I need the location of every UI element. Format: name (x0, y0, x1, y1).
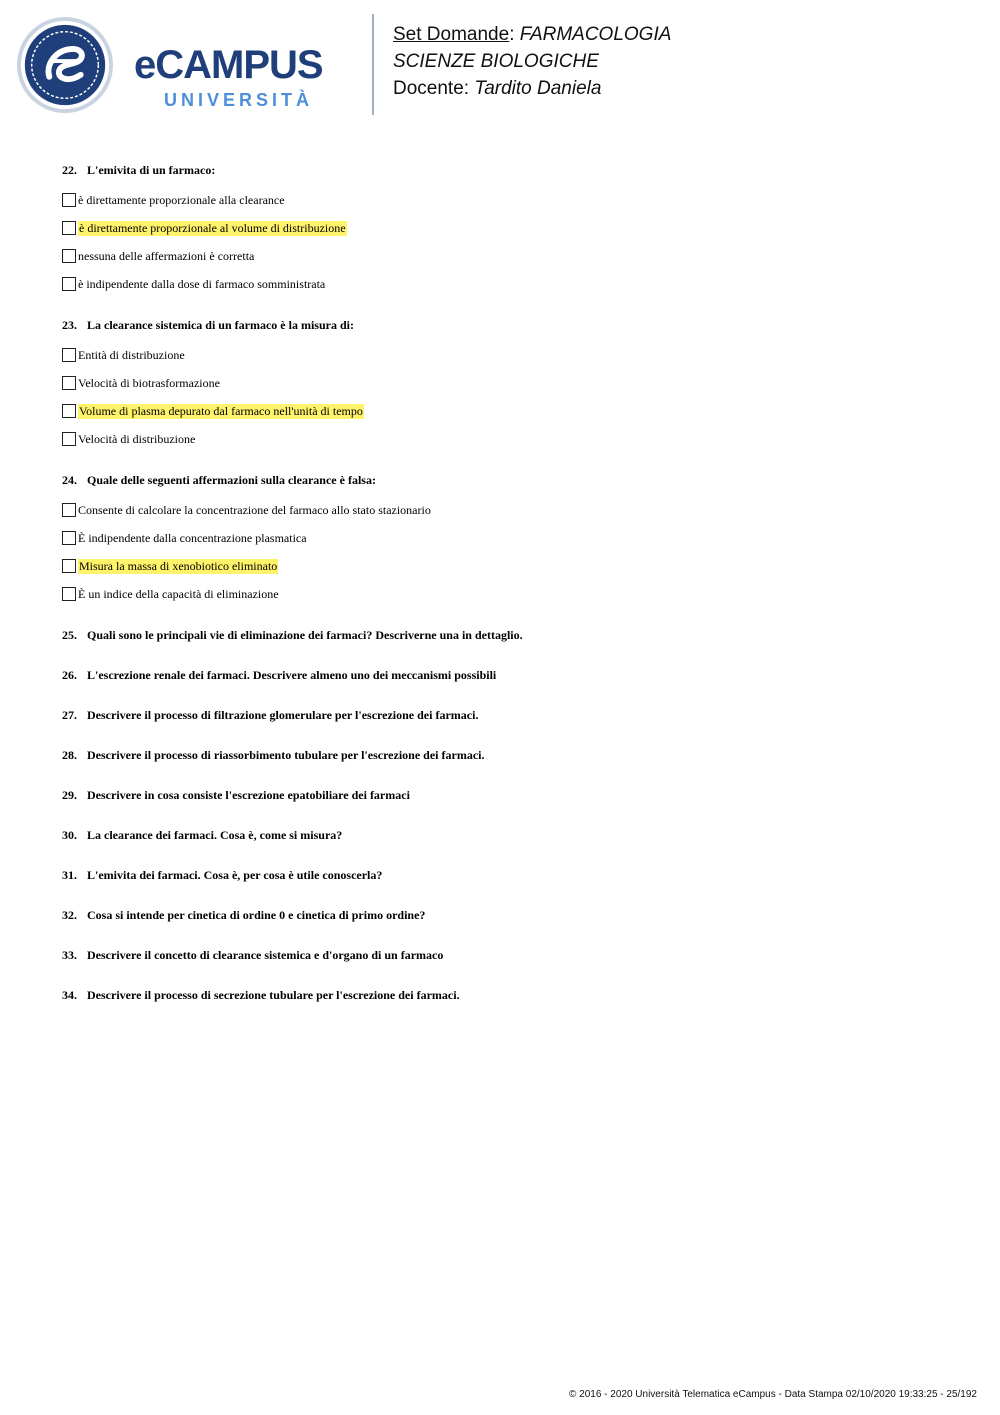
answer-option[interactable] (62, 552, 962, 580)
question-title (62, 470, 962, 490)
page-footer: © 2016 - 2020 Università Telematica eCampus - Data Stampa 02/10/2020 19:33:25 - 25/192 (569, 1389, 977, 1400)
question-number: 29. (62, 788, 77, 802)
answer-label: Entità di distribuzione (78, 347, 185, 362)
answer-option[interactable] (62, 425, 962, 453)
answer-option[interactable] (62, 186, 962, 214)
question-number: 27. (62, 708, 77, 722)
answer-checkbox[interactable] (62, 404, 76, 418)
question-text: Descrivere il processo di riassorbimento tubulare per l'escrezione dei farmaci. (87, 748, 485, 762)
question-title (62, 315, 962, 335)
answer-checkbox[interactable] (62, 503, 76, 517)
answer-label: È indipendente dalla concentrazione plasmatica (78, 530, 307, 545)
answer-checkbox[interactable] (62, 432, 76, 446)
ecampus-seal-logo-icon (16, 16, 114, 114)
svg-text:eCAMPUS: eCAMPUS (134, 44, 323, 87)
question-title (62, 905, 962, 925)
open-question (62, 785, 962, 825)
question-title (62, 825, 962, 845)
question-spacer (62, 608, 962, 625)
correct-answer-label: è direttamente proporzionale al volume di distribuzione (79, 220, 346, 235)
question-number: 34. (62, 988, 77, 1002)
question-title (62, 945, 962, 965)
question-title (62, 745, 962, 765)
set-value: FARMACOLOGIA (519, 24, 672, 45)
answer-label: nessuna delle affermazioni è corretta (78, 248, 255, 263)
answer-checkbox[interactable] (62, 587, 76, 601)
course-name: SCIENZE BIOLOGICHE (393, 51, 599, 72)
question-number: 23. (62, 318, 77, 332)
question-text: La clearance sistemica di un farmaco è la misura di: (87, 318, 354, 332)
question-title (62, 865, 962, 885)
answer-checkbox[interactable] (62, 249, 76, 263)
question-title (62, 665, 962, 685)
answer-checkbox[interactable] (62, 559, 76, 573)
question-text: Quale delle seguenti affermazioni sulla clearance è falsa: (87, 473, 376, 487)
question-title (62, 160, 962, 180)
set-label: Set Domande (393, 24, 510, 45)
answer-list (62, 496, 962, 608)
question-text: L'emivita dei farmaci. Cosa è, per cosa è utile conoscerla? (87, 868, 383, 882)
question-block (62, 315, 962, 453)
answer-checkbox[interactable] (62, 531, 76, 545)
question-text: L'emivita di un farmaco: (87, 163, 216, 177)
question-spacer (62, 453, 962, 470)
set-separator: : (509, 24, 520, 45)
question-number: 26. (62, 668, 77, 682)
ecampus-wordmark-logo (134, 44, 356, 114)
question-list (62, 160, 962, 1025)
question-text: Cosa si intende per cinetica di ordine 0 e cinetica di primo ordine? (87, 908, 426, 922)
answer-option[interactable] (62, 341, 962, 369)
question-number: 24. (62, 473, 77, 487)
page-header (0, 0, 1000, 125)
open-question (62, 745, 962, 785)
answer-option[interactable] (62, 369, 962, 397)
open-question (62, 905, 962, 945)
question-title (62, 705, 962, 725)
answer-option[interactable] (62, 242, 962, 270)
answer-option[interactable] (62, 496, 962, 524)
question-number: 33. (62, 948, 77, 962)
answer-label: Velocità di biotrasformazione (78, 375, 220, 390)
answer-option[interactable] (62, 580, 962, 608)
teacher-line (393, 75, 671, 102)
answer-label: Consente di calcolare la concentrazione del farmaco allo stato stazionario (78, 502, 431, 517)
answer-label: Velocità di distribuzione (78, 431, 196, 446)
open-questions (62, 625, 962, 1025)
question-title (62, 625, 962, 645)
answer-option[interactable] (62, 214, 962, 242)
question-block (62, 470, 962, 608)
question-spacer (62, 298, 962, 315)
svg-text:UNIVERSITÀ: UNIVERSITÀ (164, 90, 314, 110)
question-text: La clearance dei farmaci. Cosa è, come si misura? (87, 828, 343, 842)
answer-checkbox[interactable] (62, 193, 76, 207)
teacher-label: Docente: (393, 78, 475, 99)
answer-checkbox[interactable] (62, 376, 76, 390)
question-title (62, 785, 962, 805)
teacher-name: Tardito Daniela (474, 78, 602, 99)
question-block (62, 160, 962, 298)
question-text: Quali sono le principali vie di eliminazione dei farmaci? Descriverne una in dettaglio. (87, 628, 523, 642)
answer-label: è indipendente dalla dose di farmaco somministrata (78, 276, 326, 291)
open-question (62, 865, 962, 905)
answer-option[interactable] (62, 270, 962, 298)
question-number: 25. (62, 628, 77, 642)
open-question (62, 665, 962, 705)
answer-label: è direttamente proporzionale alla clearance (78, 192, 285, 207)
open-question (62, 945, 962, 985)
answer-option[interactable] (62, 397, 962, 425)
question-number: 31. (62, 868, 77, 882)
question-number: 32. (62, 908, 77, 922)
answer-list (62, 341, 962, 453)
correct-answer-label: Misura la massa di xenobiotico eliminato (79, 558, 278, 573)
question-number: 28. (62, 748, 77, 762)
open-question (62, 705, 962, 745)
answer-label: È un indice della capacità di eliminazione (78, 586, 279, 601)
header-divider (372, 14, 374, 115)
question-text: Descrivere il processo di secrezione tubulare per l'escrezione dei farmaci. (87, 988, 460, 1002)
answer-checkbox[interactable] (62, 277, 76, 291)
question-text: Descrivere in cosa consiste l'escrezione epatobiliare dei farmaci (87, 788, 410, 802)
correct-answer-label: Volume di plasma depurato dal farmaco nell'unità di tempo (79, 403, 363, 418)
answer-option[interactable] (62, 524, 962, 552)
answer-checkbox[interactable] (62, 348, 76, 362)
open-question (62, 985, 962, 1025)
open-question (62, 625, 962, 665)
open-question (62, 825, 962, 865)
answer-checkbox[interactable] (62, 221, 76, 235)
question-title (62, 985, 962, 1005)
set-line (393, 21, 671, 48)
question-text: Descrivere il processo di filtrazione glomerulare per l'escrezione dei farmaci. (87, 708, 479, 722)
multiple-choice-questions (62, 160, 962, 625)
course-info (393, 21, 671, 102)
question-number: 30. (62, 828, 77, 842)
answer-list (62, 186, 962, 298)
question-text: L'escrezione renale dei farmaci. Descrivere almeno uno dei meccanismi possibili (87, 668, 497, 682)
question-number: 22. (62, 163, 77, 177)
question-text: Descrivere il concetto di clearance sistemica e d'organo di un farmaco (87, 948, 444, 962)
